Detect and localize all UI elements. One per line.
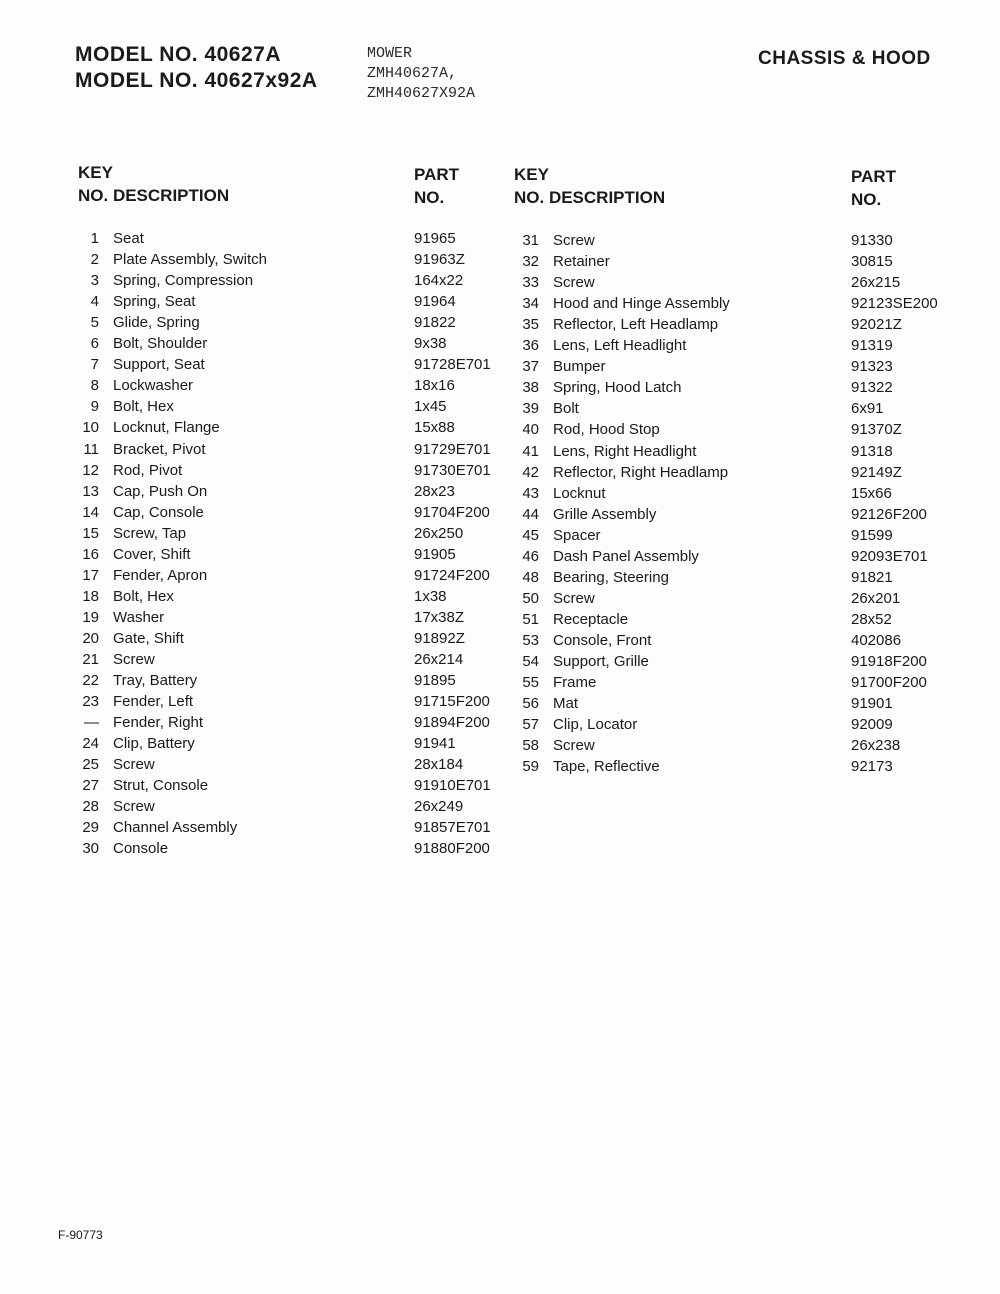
parts-row [75, 734, 534, 754]
part-description: Bolt, Hex [113, 398, 174, 416]
key-number: 12 [82, 461, 99, 479]
key-number: 2 [90, 251, 99, 269]
part-description: Console [113, 840, 169, 858]
parts-row [75, 292, 534, 312]
key-number: 23 [82, 693, 99, 711]
parts-row [515, 294, 971, 314]
key-number: 13 [82, 482, 99, 500]
parts-row [75, 524, 534, 544]
part-number: 15x66 [851, 484, 892, 502]
part-number: 91323 [851, 358, 893, 376]
parts-row [515, 399, 971, 419]
part-description: Clip, Locator [553, 716, 638, 734]
key-number: 59 [522, 758, 539, 776]
part-number: 402086 [851, 631, 902, 649]
part-description: Reflector, Right Headlamp [553, 463, 729, 481]
part-number: 26x214 [414, 651, 464, 668]
part-number: 91322 [851, 379, 893, 397]
part-description: Bracket, Pivot [113, 440, 206, 458]
part-number: 17x38Z [414, 608, 465, 626]
part-number: 28x184 [414, 756, 464, 774]
parts-row [75, 503, 534, 523]
key-number: 21 [82, 651, 99, 668]
part-description: Lockwasher [113, 377, 194, 395]
key-number: 20 [82, 629, 99, 647]
part-description: Screw [553, 589, 595, 607]
part-description: Cap, Push On [113, 482, 208, 500]
key-number: 48 [522, 568, 539, 586]
part-description: Screw [553, 737, 595, 755]
key-number: 39 [522, 400, 539, 418]
parts-row [515, 736, 971, 756]
part-description: Screw [113, 651, 155, 668]
right-key-header: KEY [514, 165, 549, 184]
part-description: Spring, Hood Latch [553, 379, 682, 397]
form-code: F-90773 [58, 1228, 103, 1242]
parts-row [515, 357, 971, 377]
part-number: 91880F200 [414, 840, 490, 858]
part-number: 6x91 [851, 400, 884, 418]
key-number: 22 [82, 672, 99, 690]
key-number: 34 [522, 295, 539, 313]
part-description: Fender, Right [113, 714, 204, 732]
key-number: — [84, 714, 99, 732]
key-number: 33 [522, 274, 539, 292]
parts-row [515, 652, 971, 672]
part-description: Plate Assembly, Switch [113, 251, 267, 269]
part-description: Mat [553, 695, 579, 713]
part-description: Screw [113, 756, 155, 774]
key-number: 31 [522, 232, 539, 249]
part-description: Screw [113, 798, 155, 816]
parts-row [515, 231, 971, 251]
part-description: Bolt, Shoulder [113, 335, 208, 353]
parts-row [515, 526, 971, 546]
parts-row [515, 273, 971, 293]
key-number: 40 [522, 421, 539, 439]
part-number: 1x38 [414, 587, 447, 605]
part-number: 1x45 [414, 398, 447, 416]
parts-row [75, 629, 534, 649]
parts-row [75, 418, 534, 438]
part-number: 91910E701 [414, 777, 491, 795]
key-number: 46 [522, 547, 539, 565]
part-description: Support, Grille [553, 653, 649, 670]
key-number: 28 [82, 798, 99, 816]
left-part-no-header: NO. [414, 188, 445, 207]
parts-row [515, 568, 971, 588]
part-description: Screw [553, 232, 595, 249]
part-description: Bolt [553, 400, 579, 418]
part-number: 15x88 [414, 419, 455, 437]
part-description: Spring, Seat [113, 293, 196, 311]
key-number: 14 [82, 503, 99, 521]
key-number: 36 [522, 337, 539, 355]
part-number: 91330 [851, 232, 893, 249]
part-description: Receptacle [553, 610, 629, 628]
key-number: 38 [522, 379, 539, 397]
key-number: 42 [522, 463, 539, 481]
part-number: 91892Z [414, 629, 465, 647]
left-key-header: KEY [78, 163, 113, 182]
key-number: 11 [83, 440, 99, 458]
part-number: 92149Z [851, 463, 902, 481]
part-description: Seat [113, 230, 144, 247]
parts-row [75, 776, 534, 796]
part-description: Retainer [553, 253, 610, 271]
part-description: Screw [553, 274, 595, 292]
part-description: Bolt, Hex [113, 587, 174, 605]
key-number: 53 [522, 631, 539, 649]
part-number: 26x238 [851, 737, 901, 755]
parts-row [75, 397, 534, 417]
key-number: 56 [522, 695, 539, 713]
left-part-header: PART [414, 165, 460, 184]
key-number: 50 [522, 589, 539, 607]
key-number: 32 [522, 253, 539, 271]
key-number: 57 [522, 716, 539, 734]
part-number: 91894F200 [414, 714, 490, 732]
part-description: Locknut [553, 484, 606, 502]
part-number: 91728E701 [414, 356, 491, 374]
product-code-2: ZMH40627X92A [367, 85, 476, 102]
part-description: Rod, Hood Stop [553, 421, 660, 439]
part-description: Gate, Shift [113, 629, 184, 647]
key-number: 8 [90, 377, 99, 395]
parts-row [515, 547, 971, 567]
parts-row [75, 313, 534, 333]
key-number: 27 [82, 777, 99, 795]
part-number: 91963Z [414, 251, 465, 269]
part-description: Hood and Hinge Assembly [553, 295, 730, 313]
part-number: 92093E701 [851, 547, 928, 565]
parts-row [515, 757, 971, 777]
key-number: 1 [90, 230, 99, 247]
part-description: Locknut, Flange [113, 419, 220, 437]
parts-row [75, 566, 534, 586]
part-number: 164x22 [414, 272, 464, 290]
left-no-description-header: NO. DESCRIPTION [78, 186, 230, 205]
parts-row [515, 420, 971, 440]
key-number: 4 [90, 293, 99, 311]
part-number: 91730E701 [414, 461, 491, 479]
parts-row [515, 610, 971, 630]
parts-row [515, 336, 971, 356]
part-description: Reflector, Left Headlamp [553, 316, 719, 334]
key-number: 55 [522, 674, 539, 692]
part-number: 91918F200 [851, 653, 927, 670]
part-description: Tray, Battery [113, 672, 198, 690]
key-number: 37 [522, 358, 539, 376]
parts-row [515, 694, 971, 714]
part-description: Frame [553, 674, 597, 692]
part-number: 91370Z [851, 421, 902, 439]
parts-row [75, 440, 534, 460]
product-code-1: ZMH40627A, [367, 65, 458, 82]
key-number: 3 [90, 272, 99, 290]
part-number: 91821 [851, 568, 893, 586]
part-number: 91318 [851, 442, 893, 460]
part-number: 9x38 [414, 335, 447, 353]
product-type: MOWER [367, 45, 413, 62]
parts-row [515, 505, 971, 525]
parts-row [75, 587, 534, 607]
parts-row [515, 715, 971, 735]
key-number: 41 [522, 442, 539, 460]
part-number: 91857E701 [414, 819, 491, 837]
parts-row [515, 589, 971, 609]
parts-row [515, 378, 971, 398]
part-description: Spring, Compression [113, 272, 254, 290]
part-number: 28x52 [851, 610, 892, 628]
parts-row [515, 315, 971, 335]
part-description: Channel Assembly [113, 819, 238, 837]
part-number: 91941 [414, 735, 456, 753]
part-number: 26x215 [851, 274, 901, 292]
key-number: 9 [90, 398, 99, 416]
part-number: 91319 [851, 337, 893, 355]
part-description: Washer [113, 608, 165, 626]
key-number: 58 [522, 737, 539, 755]
parts-row [75, 797, 534, 817]
right-part-header: PART [851, 167, 897, 186]
key-number: 5 [90, 314, 99, 332]
part-description: Cap, Console [113, 503, 204, 521]
parts-row [75, 376, 534, 396]
part-number: 92009 [851, 716, 893, 734]
part-description: Screw, Tap [113, 524, 187, 542]
parts-row [75, 545, 534, 565]
key-number: 15 [82, 524, 99, 542]
key-number: 29 [82, 819, 99, 837]
part-description: Lens, Right Headlight [553, 442, 697, 460]
part-number: 30815 [851, 253, 893, 271]
key-number: 54 [522, 653, 539, 670]
parts-row [515, 252, 971, 272]
parts-row [75, 755, 534, 775]
parts-row [75, 713, 534, 733]
part-description: Fender, Apron [113, 566, 208, 584]
parts-row [515, 484, 971, 504]
parts-row [75, 650, 534, 670]
part-description: Grille Assembly [553, 505, 657, 523]
key-number: 30 [82, 840, 99, 858]
part-description: Tape, Reflective [553, 758, 660, 776]
parts-row [75, 334, 534, 354]
part-number: 26x249 [414, 798, 464, 816]
part-description: Cover, Shift [113, 545, 191, 563]
key-number: 44 [522, 505, 539, 523]
model-number-line-2: MODEL NO. 40627x92A [75, 69, 318, 92]
parts-row [75, 482, 534, 502]
parts-row [75, 229, 534, 249]
parts-row [75, 671, 534, 691]
parts-row [75, 461, 534, 481]
part-description: Rod, Pivot [113, 461, 183, 479]
part-number: 91599 [851, 526, 893, 544]
part-description: Strut, Console [113, 777, 209, 795]
key-number: 17 [82, 566, 99, 584]
key-number: 43 [522, 484, 539, 502]
part-description: Bearing, Steering [553, 568, 669, 586]
part-number: 91965 [414, 230, 456, 247]
section-title: CHASSIS & HOOD [758, 48, 931, 69]
part-number: 91964 [414, 293, 456, 311]
part-number: 91901 [851, 695, 893, 713]
part-number: 91724F200 [414, 566, 490, 584]
key-number: 25 [82, 756, 99, 774]
part-number: 26x250 [414, 524, 464, 542]
parts-row [75, 271, 534, 291]
parts-row [75, 692, 534, 712]
part-description: Glide, Spring [113, 314, 200, 332]
part-description: Dash Panel Assembly [553, 547, 699, 565]
right-part-no-header: NO. [851, 190, 882, 209]
part-description: Clip, Battery [113, 735, 195, 753]
part-description: Support, Seat [113, 356, 205, 374]
parts-row [75, 355, 534, 375]
parts-row [75, 250, 534, 270]
part-number: 26x201 [851, 589, 901, 607]
parts-row [75, 608, 534, 628]
key-number: 45 [522, 526, 539, 544]
part-number: 92173 [851, 758, 893, 776]
part-number: 91715F200 [414, 693, 490, 711]
part-number: 91905 [414, 545, 456, 563]
parts-row [75, 839, 534, 859]
key-number: 35 [522, 316, 539, 334]
key-number: 6 [90, 335, 99, 353]
key-number: 19 [82, 608, 99, 626]
key-number: 24 [82, 735, 99, 753]
parts-row [75, 818, 534, 838]
part-number: 91704F200 [414, 503, 490, 521]
part-number: 28x23 [414, 482, 455, 500]
part-number: 92021Z [851, 316, 902, 334]
part-number: 91895 [414, 672, 456, 690]
key-number: 18 [82, 587, 99, 605]
part-number: 92123SE200 [851, 295, 938, 313]
part-number: 91822 [414, 314, 456, 332]
part-description: Fender, Left [113, 693, 194, 711]
model-number-line-1: MODEL NO. 40627A [75, 43, 282, 66]
key-number: 7 [90, 356, 99, 374]
part-description: Spacer [553, 526, 601, 544]
part-number: 18x16 [414, 377, 455, 395]
key-number: 10 [82, 419, 99, 437]
parts-row [515, 442, 971, 462]
parts-row [515, 463, 971, 483]
part-number: 92126F200 [851, 505, 927, 523]
part-number: 91729E701 [414, 440, 491, 458]
part-number: 91700F200 [851, 674, 927, 692]
part-description: Bumper [553, 358, 606, 376]
key-number: 51 [522, 610, 539, 628]
key-number: 16 [82, 545, 99, 563]
right-no-description-header: NO. DESCRIPTION [514, 188, 666, 207]
parts-row [515, 631, 971, 651]
part-description: Lens, Left Headlight [553, 337, 687, 355]
part-description: Console, Front [553, 631, 652, 649]
parts-row [515, 673, 971, 693]
